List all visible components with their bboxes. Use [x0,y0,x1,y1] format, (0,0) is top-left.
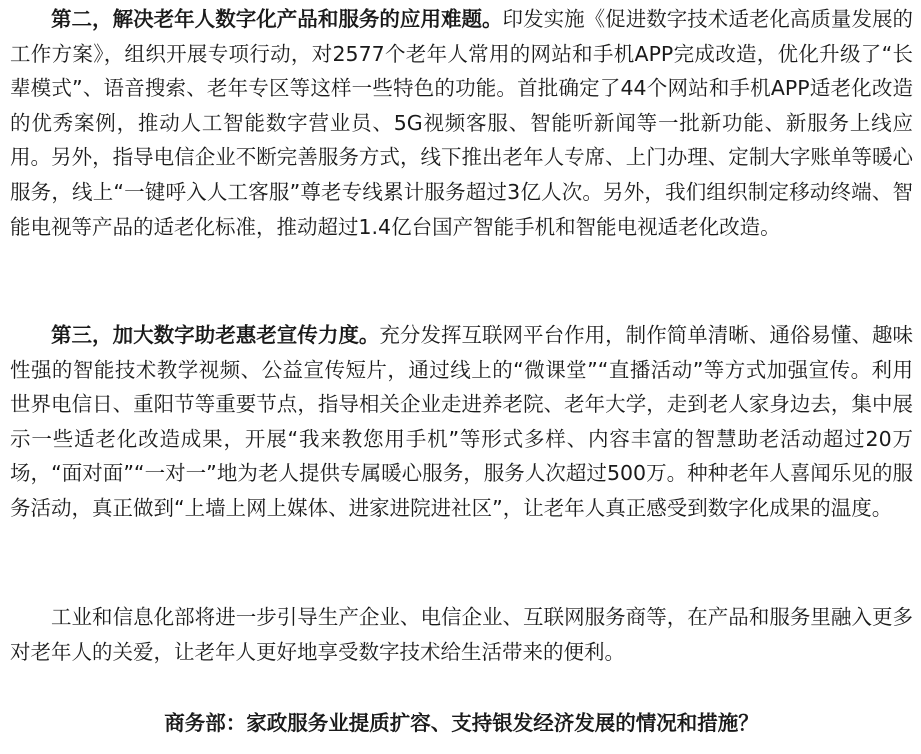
paragraph-lead-bold: 第二，解决老年人数字化产品和服务的应用难题。 [51,7,503,31]
section-heading-question: 商务部：家政服务业提质扩容、支持银发经济发展的情况和措施？ [164,711,759,735]
paragraph-third-point [10,318,913,526]
paragraph-body: 充分发挥互联网平台作用，制作简单清晰、通俗易懂、趣味性强的智能技术教学视频、公益宣传短片，通过线上的“微课堂”“直播活动”等方式加强宣传。利用世界电信日、重阳节等重要节点，指导相关企业走进养老院、老年大学，走到老人家身边去，集中展示一些适老化改造成果，开展“我来教您用手机”等形式多样、内容丰富的智慧助老活动超过20万场，“面对面”“一对一”地为老人提供专属暖心服务，服务人次超过500万。种种老年人喜闻乐见的服务活动，真正做到“上墙上网上媒体、进家进院进社区”，让老年人真正感受到数字化成果的温度。 [10,323,913,520]
paragraph-body: 印发实施《促进数字技术适老化高质量发展的工作方案》，组织开展专项行动，对2577个老年人常用的网站和手机APP完成改造，优化升级了“长辈模式”、语音搜索、老年专区等这样一些特色的功能。首批确定了44个网站和手机APP适老化改造的优秀案例，推动人工智能数字营业员、5G视频客服、智能听新闻等一批新功能、新服务上线应用。另外，指导电信企业不断完善服务方式，线下推出老年人专席、上门办理、定制大字账单等暖心服务，线上“一键呼入人工客服”尊老专线累计服务超过3亿人次。另外，我们组织制定移动终端、智能电视等产品的适老化标准，推动超过1.4亿台国产智能手机和智能电视适老化改造。 [10,7,914,239]
paragraph-closing [10,600,913,669]
paragraph-body: 工业和信息化部将进一步引导生产企业、电信企业、互联网服务商等，在产品和服务里融入更多对老年人的关爱，让老年人更好地享受数字技术给生活带来的便利。 [10,605,913,664]
paragraph-second-point [10,2,913,244]
paragraph-lead-bold: 第三，加大数字助老惠老宣传力度。 [51,323,380,347]
